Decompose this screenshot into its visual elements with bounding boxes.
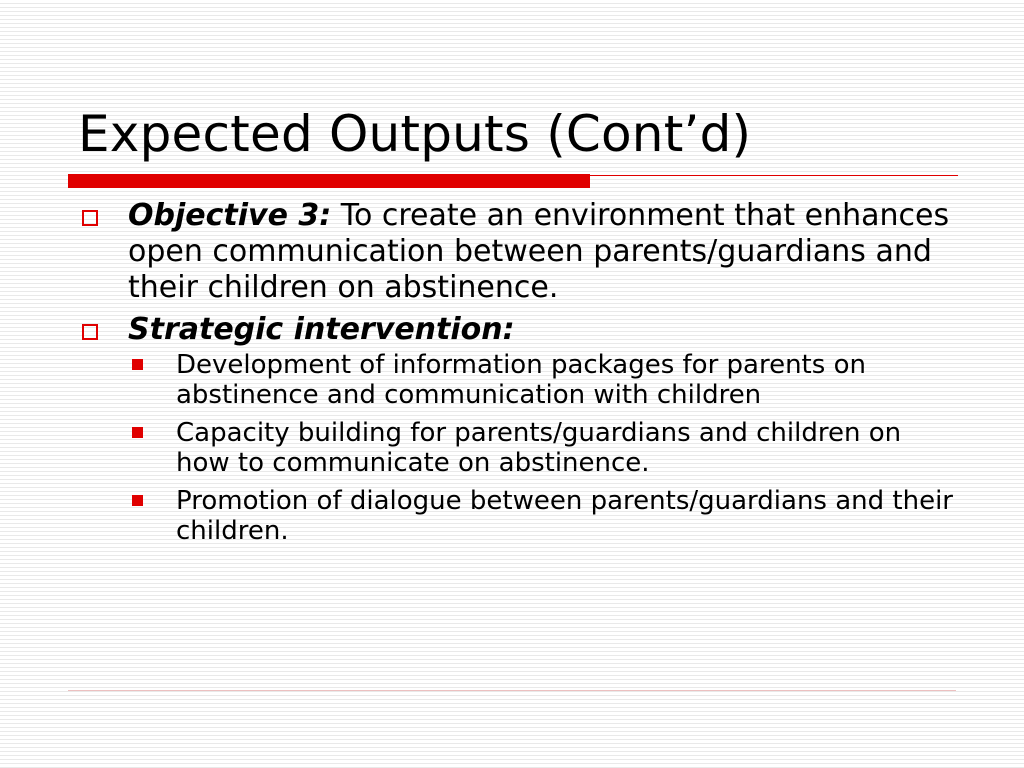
strategic-intervention-label: Strategic intervention:: [128, 312, 515, 347]
objective-label: Objective 3:: [128, 198, 332, 233]
sub-bullet-item: [128, 418, 958, 478]
slide-title: Expected Outputs (Cont’d): [78, 105, 752, 163]
filled-square-bullet-icon: [132, 495, 143, 506]
sub-bullet-text: Capacity building for parents/guardians and children on how to communicate on abstinence.: [176, 418, 902, 478]
hollow-square-bullet-icon: [82, 324, 98, 340]
title-underline-thick: [68, 174, 590, 188]
sub-bullet-text: Promotion of dialogue between parents/guardians and their children.: [176, 486, 953, 546]
footer-divider: [68, 690, 956, 691]
sub-bullet-list: [128, 350, 958, 546]
sub-bullet-text: Development of information packages for parents on abstinence and communication with children: [176, 350, 866, 410]
filled-square-bullet-icon: [132, 359, 143, 370]
filled-square-bullet-icon: [132, 427, 143, 438]
objective-text: To create an environment that enhances open communication between parents/guardians and their children on abstinence.: [128, 198, 950, 305]
bullet-strategic-intervention: [78, 312, 958, 546]
sub-bullet-item: [128, 486, 958, 546]
sub-bullet-item: [128, 350, 958, 410]
title-underline-thin: [590, 175, 958, 176]
hollow-square-bullet-icon: [82, 210, 98, 226]
bullet-objective: [78, 198, 958, 306]
bullet-list: [78, 198, 958, 554]
